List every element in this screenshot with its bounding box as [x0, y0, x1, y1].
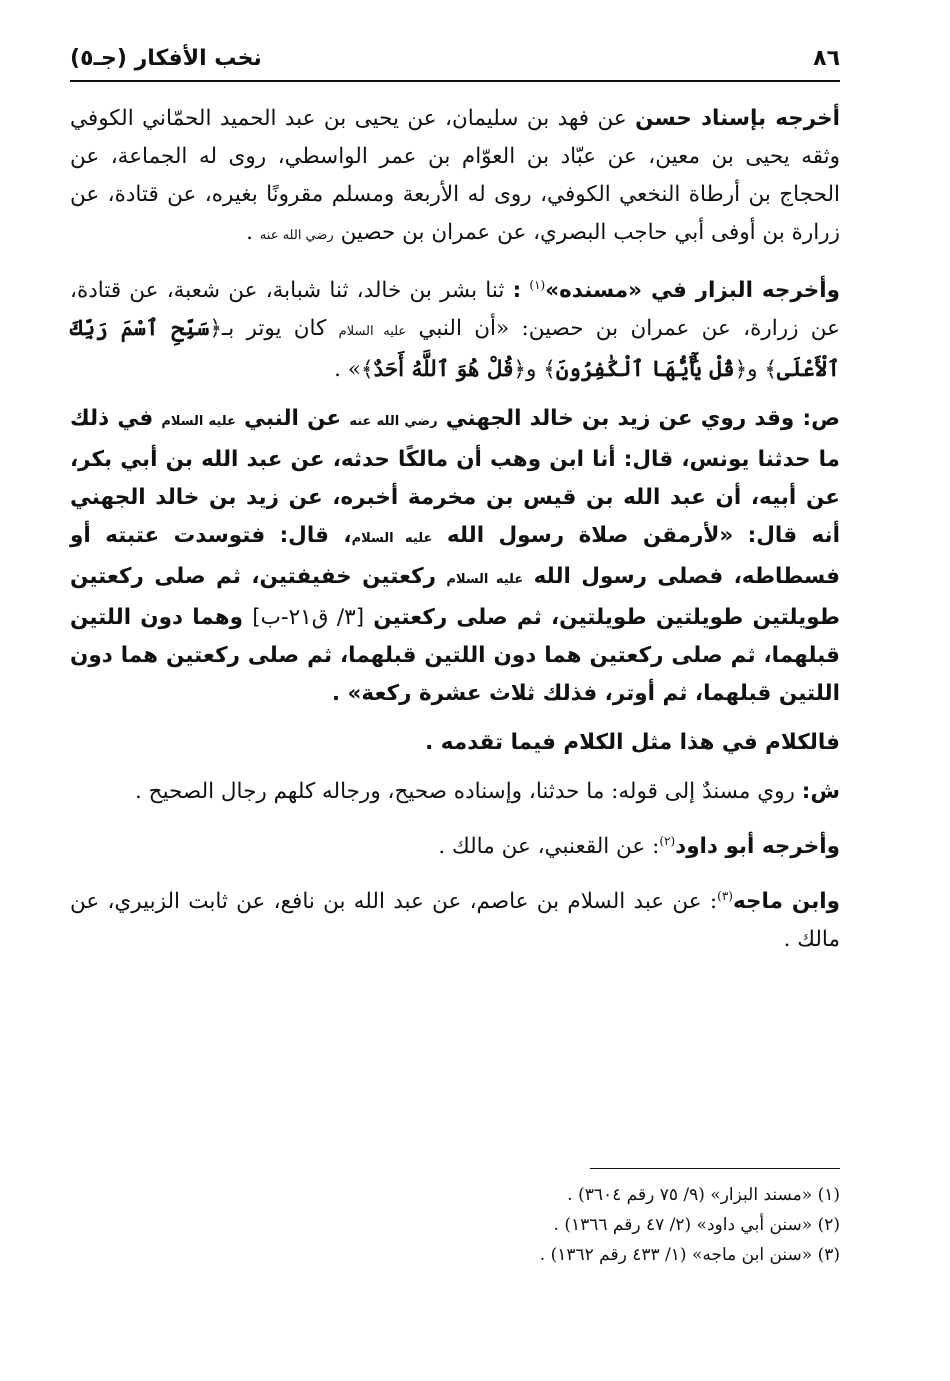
paragraph-text: في ذلك ما حدثنا يونس، قال: أنا ابن وهب أن مالكًا حدثه، عن عبد الله بن أبي بكر، عن أبيه، أن عبد الله بن قيس بن مخرمة أخبره، عن زيد بن خالد الجهني أنه قال: «لأرمقن صلاة رسول الله [70, 406, 840, 549]
paragraph-lead: ش: [801, 779, 840, 805]
footnote-2: (٢) «سنن أبي داود» (٢/ ٤٧ رقم ١٣٦٦) . [553, 1215, 840, 1235]
header-divider [70, 80, 840, 82]
paragraph-1 [70, 100, 840, 255]
footnotes [70, 1180, 840, 1270]
paragraph-6 [70, 822, 840, 866]
page-header [70, 40, 840, 76]
footnote-ref: (١) [529, 278, 546, 292]
quran-verse: قُلْ هُوَ ٱللَّهُ أَحَدٌ [373, 357, 514, 383]
quran-verse: سَبِّحِ ٱسْمَ رَبِّكَ ٱلْأَعْلَى [70, 316, 840, 383]
colon: : [512, 278, 522, 304]
paragraph-lead: أخرجه بإسناد حسن [635, 106, 840, 131]
paragraph-text: روي مسندٌ إلى قوله: ما حدثنا، وإسناده صحيح، ورجاله كلهم رجال الصحيح . [135, 779, 795, 805]
paragraph-text: ﴾ و﴿ [734, 357, 777, 383]
paragraph-text: عن النبي [244, 406, 342, 432]
footnote-ref: (٣) [717, 889, 733, 904]
manuscript-ref: [٣/ ق٢١-ب] [252, 605, 365, 631]
paragraph-text: ﴾ و﴿ [513, 357, 556, 383]
paragraph-lead: وابن ماجه [732, 889, 840, 915]
paragraph-text: عن فهد بن سليمان، عن يحيى بن عبد الحميد الحمّاني الكوفي وثقه يحيى بن معين، عن عبّاد بن العوّام بن عمر الواسطي، روى له الجماعة، عن الحجاج بن أرطاة النخعي الكوفي، روى له الأربعة ومسلم مقرونًا بغيره، عن قتادة، عن زرارة بن أوفى أبي حاجب البصري، عن عمران بن حصين [70, 106, 840, 245]
paragraph-text: ، قال: فتوسدت عتبته أو فسطاطه، فصلى رسول الله [70, 523, 840, 590]
paragraph-5 [70, 773, 840, 811]
running-title: نخب الأفكار (جـ٥) [70, 45, 262, 71]
honorific-mark: رضي الله عنه [349, 414, 438, 430]
honorific-mark: عليه السلام [446, 572, 524, 588]
footnote-3: (٣) «سنن ابن ماجه» (١/ ٤٣٣ رقم ١٣٦٢) . [539, 1245, 840, 1265]
footnote-divider [590, 1168, 840, 1169]
paragraph-7 [70, 877, 840, 959]
paragraph-text: : عن عبد السلام بن عاصم، عن عبد الله بن نافع، عن ثابت الزبيري، عن مالك . [70, 889, 840, 953]
paragraph-lead: وأخرجه البزار في «مسنده» [545, 278, 840, 304]
quran-verse: قُلْ يَٰٓأَيُّهَا ٱلْكَٰفِرُونَ [555, 357, 735, 383]
paragraph-end: . [246, 220, 253, 245]
paragraph-text: : عن القعنبي، عن مالك . [438, 834, 660, 860]
paragraph-4: فالكلام في هذا مثل الكلام فيما تقدمه . [425, 730, 840, 756]
footnote-1: (١) «مسند البزار» (٩/ ٧٥ رقم ٣٦٠٤) . [567, 1185, 840, 1205]
honorific-mark: عليه السلام [338, 324, 407, 340]
paragraph-text: ركعتين خفيفتين، ثم صلى ركعتين طويلتين طويلتين طويلتين، ثم صلى ركعتين [70, 564, 840, 631]
paragraph-text: وهما دون اللتين قبلهما، ثم صلى ركعتين هما دون اللتين قبلهما، ثم صلى ركعتين هما دون اللتين قبلهما، ثم أوتر، فذلك ثلاث عشرة ركعة» . [70, 605, 840, 707]
honorific-mark: عليه السلام [161, 414, 236, 430]
page-number: ٨٦ [813, 45, 840, 71]
paragraph-2 [70, 266, 840, 389]
honorific-mark: رضي الله عنه [259, 228, 334, 243]
book-page [70, 0, 840, 1381]
footnote-ref: (٢) [659, 834, 676, 849]
paragraph-3 [70, 400, 840, 713]
paragraph-text: ﴾» . [334, 357, 374, 383]
main-text [70, 100, 840, 970]
paragraph-lead: وأخرجه أبو داود [675, 834, 840, 860]
paragraph-text: ثنا بشر بن خالد، ثنا شبابة، عن شعبة، عن قتادة، عن زرارة، عن عمران بن حصين: «أن النبي [70, 278, 840, 342]
honorific-mark: عليه السلام [351, 531, 433, 547]
paragraph-text: كان يوتر بـ﴿ [209, 316, 327, 342]
paragraph-text: ص: وقد روي عن زيد بن خالد الجهني [445, 406, 840, 432]
